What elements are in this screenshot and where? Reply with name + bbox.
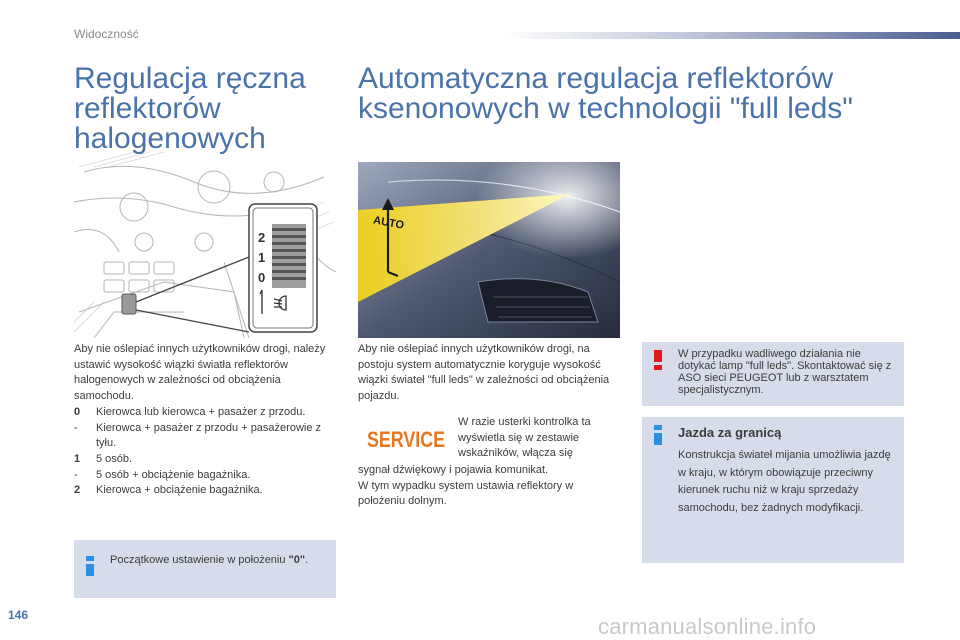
headlamp-beam-illustration (358, 162, 620, 338)
left-intro: Aby nie oślepiać innych użytkowników drogi, należy ustawić wysokość wiązki światła reflektorów halogenowych w zależności od obciążenia samochodu. (74, 343, 326, 403)
right-title: Automatyczna regulacja reflektorów ksenonowych w technologii "full leds" (358, 62, 853, 125)
watermark: carmanualsonline.info (598, 614, 817, 639)
setting-row: 1 5 osób. (74, 452, 133, 465)
dial-label: 0 (258, 270, 266, 285)
warning-text: W przypadku wadliwego działania nie dotykać lamp "full leds". Skontaktować się z ASO sieci PEUGEOT lub z warsztatem specjalistycznym. (678, 348, 892, 396)
header-bar (500, 32, 960, 39)
dial-label: 2 (258, 230, 266, 245)
right-intro: Aby nie oślepiać innych użytkowników drogi, na postoju system automatycznie koryguje wysokość wiązki świateł "full leds" w zależności od obciążenia pojazdu. (358, 343, 610, 403)
dial-label: 1 (258, 250, 266, 265)
info-box (642, 417, 904, 563)
beam-label: AUTO (372, 214, 405, 232)
left-body (74, 342, 336, 499)
fault-text: W razie usterki kontrolka ta wyświetla się w zestawie wskaźników, włącza się (458, 416, 591, 460)
info-title: Jazda za granicą (678, 425, 782, 440)
setting-row: - 5 osób + obciążenie bagażnika. (74, 468, 251, 481)
section-title: Widoczność (74, 27, 139, 41)
setting-row: 0 Kierowca lub kierowca + pasażer z przodu. (74, 405, 306, 418)
left-title: Regulacja ręczna reflektorów halogenowych (74, 62, 306, 155)
initial-setting-note: Początkowe ustawienie w położeniu "0". (74, 540, 336, 598)
info-text: Konstrukcja świateł mijania umożliwia jazdę w kraju, w którym obowiązuje przeciwny kierunek ruchu niż w kraju sprzedaży samochodu, bez żadnych modyfikacji. (678, 449, 891, 514)
service-warning-icon (366, 423, 446, 453)
warning-box (642, 342, 904, 406)
setting-row: 2 Kierowca + obciążenie bagażnika. (74, 484, 263, 497)
service-label: SERVICE (367, 427, 445, 452)
dashboard-illustration (74, 162, 336, 338)
setting-row: - Kierowca + pasażer z przodu + pasażerowie z tyłu. (74, 421, 322, 450)
page-number: 146 (8, 608, 29, 622)
fault-text-continued: sygnał dźwiękowy i pojawia komunikat. W tym wypadku system ustawia reflektory w położeniu dolnym. (358, 464, 574, 508)
